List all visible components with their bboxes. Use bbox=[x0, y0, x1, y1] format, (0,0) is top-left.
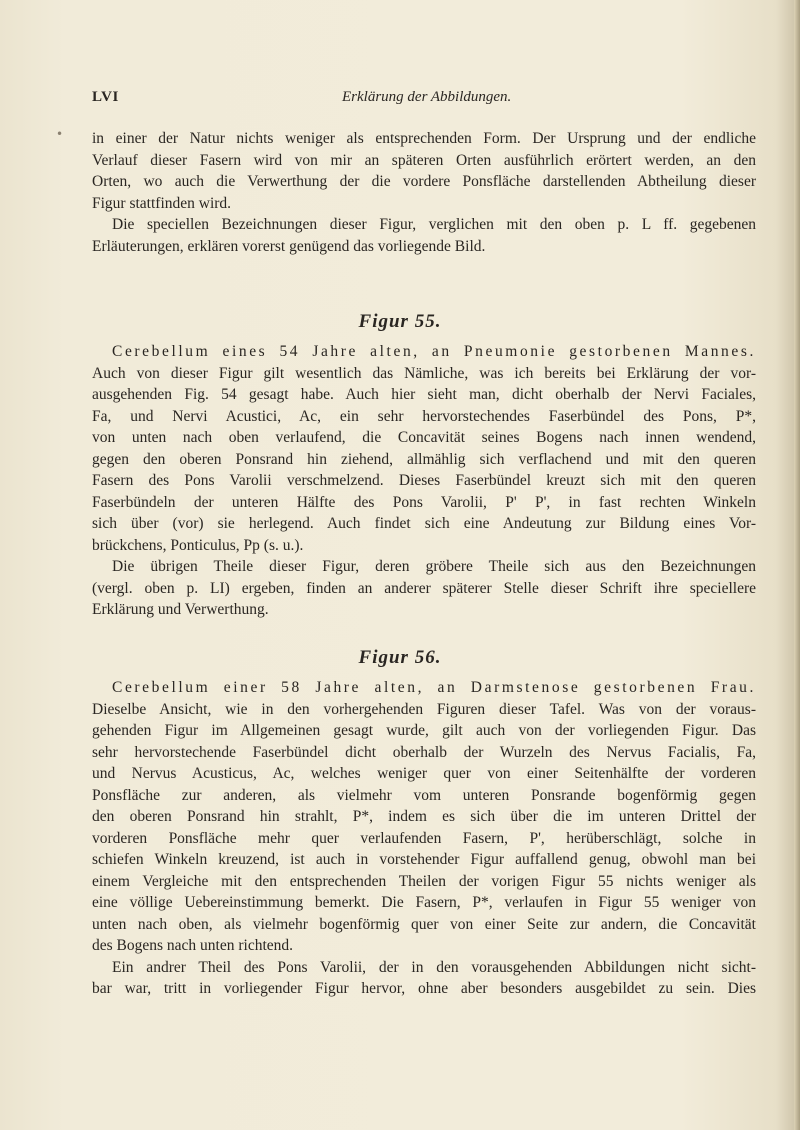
text-line: in einer der Natur nichts weniger als entsprechenden Form. Der Ursprung und der endliche bbox=[92, 130, 756, 147]
text-line: Ponsfläche zur anderen, als vielmehr vom unteren Ponsrande bogenförmig gegen bbox=[92, 786, 756, 804]
text-line: Die speciellen Bezeichnungen dieser Figur, verglichen mit den oben p. L ff. gegebenen bbox=[112, 216, 756, 233]
text-line: Cerebellum eines 54 Jahre alten, an Pneumonie gestorbenen Mannes. bbox=[112, 343, 756, 360]
text-line: ausgehenden Fig. 54 gesagt habe. Auch hier sieht man, dicht oberhalb der Nervi Faciales, bbox=[92, 386, 756, 403]
text-line: schiefen Winkeln kreuzend, ist auch in vorstehender Figur auffallend genug, obwohl man bei bbox=[92, 851, 756, 868]
figure-56-text bbox=[92, 677, 756, 1000]
text-line: (vergl. oben p. LI) ergeben, finden an anderer späterer Stelle dieser Schrift ihre speciellere bbox=[92, 579, 756, 597]
text-line: Ein andrer Theil des Pons Varolii, der in den vorausgehenden Abbildungen nicht sicht- bbox=[112, 958, 756, 976]
text-line: unten nach oben, als vielmehr bogenförmig quer von einer Seite zur andern, die Concavität bbox=[92, 915, 756, 933]
page-edge-shadow bbox=[794, 0, 800, 1130]
figure-56-heading: Figur 56. bbox=[358, 647, 442, 668]
text-line: des Bogens nach unten richtend. bbox=[92, 937, 294, 954]
text-line: Verlauf dieser Fasern wird von mir an späteren Orten ausführlich erörtert werden, an den bbox=[92, 151, 756, 169]
text-line: brückchens, Ponticulus, Pp (s. u.). bbox=[92, 536, 304, 554]
text-line: Figur stattfinden wird. bbox=[92, 194, 232, 212]
text-line: sehr hervorstechende Faserbündel dicht oberhalb der Wurzeln des Nervus Facialis, Fa, bbox=[92, 743, 756, 761]
text-line: vorderen Ponsfläche mehr quer verlaufenden Fasern, P', herüberschlägt, solche in bbox=[92, 829, 756, 847]
text-line: sich über (vor) sie herlegend. Auch findet sich eine Andeutung zur Bildung eines Vor- bbox=[92, 515, 756, 532]
margin-dot: • bbox=[56, 127, 64, 141]
text-line: Erklärung und Verwerthung. bbox=[92, 601, 269, 618]
text-line: von unten nach oben verlaufend, die Concavität seines Bogens nach innen wendend, bbox=[92, 429, 756, 446]
text-line: den oberen Ponsrand hin strahlt, P*, indem es sich über die im unteren Drittel der bbox=[92, 808, 756, 825]
running-head: Erklärung der Abbildungen. bbox=[342, 89, 512, 105]
text-line: gehenden Figur im Allgemeinen gesagt wurde, gilt auch von der vorliegenden Figur. Das bbox=[92, 722, 756, 739]
text-line: einem Vergleiche mit den entsprechenden Theilen der vorigen Figur 55 nichts weniger als bbox=[92, 872, 756, 890]
text-line: Fasern des Pons Varolii verschmelzend. Dieses Faserbündel kreuzt sich mit den queren bbox=[92, 472, 756, 489]
text-line: Faserbündeln der unteren Hälfte des Pons Varolii, P' P', in fast rechten Winkeln bbox=[92, 493, 756, 511]
text-line: Cerebellum einer 58 Jahre alten, an Darmstenose gestorbenen Frau. bbox=[112, 679, 756, 696]
figure-55-text bbox=[92, 341, 756, 621]
figure-55-heading: Figur 55. bbox=[358, 311, 442, 332]
text-line: und Nervus Acusticus, Ac, welches weniger quer von einer Seitenhälfte der vorderen bbox=[92, 765, 756, 782]
text-line: bar war, tritt in vorliegender Figur hervor, ohne aber besonders ausgebildet zu sein. Dies bbox=[92, 980, 756, 997]
text-line: gegen den oberen Ponsrand hin ziehend, allmählig sich verflachend und mit den queren bbox=[92, 450, 756, 468]
text-line: Erläuterungen, erklären vorerst genügend das vorliegende Bild. bbox=[92, 237, 486, 255]
page-header bbox=[92, 89, 754, 109]
text-line: Auch von dieser Figur gilt wesentlich das Nämliche, was ich bereits bei Erklärung der vor- bbox=[92, 364, 756, 382]
page-number: LVI bbox=[92, 89, 119, 105]
text-line: Dieselbe Ansicht, wie in den vorhergehenden Figuren dieser Tafel. Was von der voraus- bbox=[92, 700, 756, 718]
text-line: Fa, und Nervi Acustici, Ac, ein sehr hervorstechendes Faserbündel des Pons, P*, bbox=[92, 407, 756, 425]
intro-paragraph bbox=[92, 128, 756, 257]
text-line: Die übrigen Theile dieser Figur, deren gröbere Theile sich aus den Bezeichnungen bbox=[112, 558, 756, 575]
text-line: eine völlige Uebereinstimmung bemerkt. Die Fasern, P*, verlaufen in Figur 55 weniger von bbox=[92, 894, 756, 911]
text-line: Orten, wo auch die Verwerthung der die vordere Ponsfläche darstellenden Abtheilung dieser bbox=[92, 173, 756, 190]
